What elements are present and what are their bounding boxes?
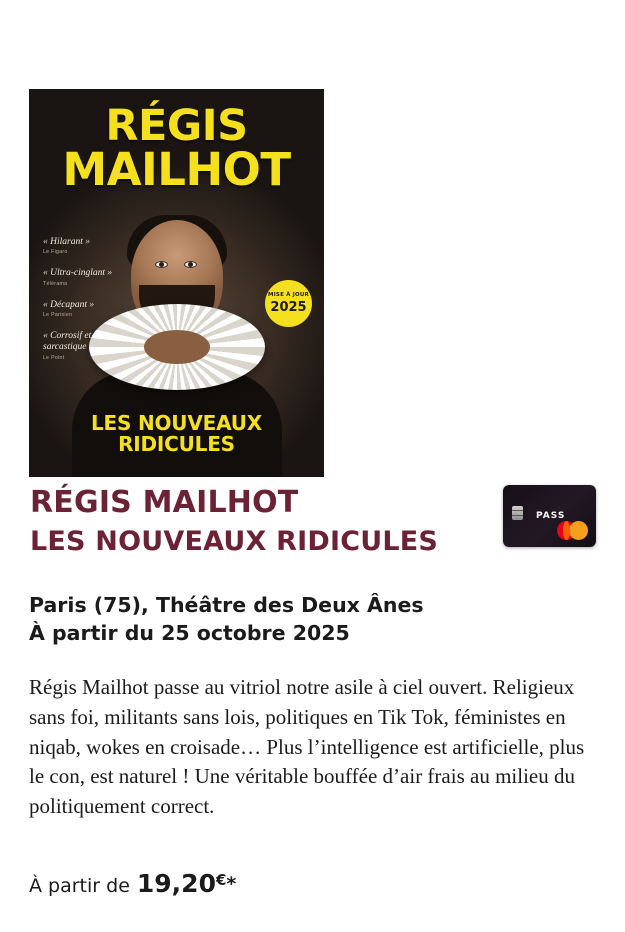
poster-update-badge: [265, 280, 312, 327]
mastercard-circle-yellow: [569, 521, 588, 540]
press-quote-source: Le Figaro: [43, 249, 68, 256]
press-quote-text: « Corrosif et sarcastique »: [43, 331, 94, 353]
venue-text: Paris (75), Théâtre des Deux Ânes: [29, 593, 424, 617]
portrait-pupil-left: [159, 262, 164, 267]
venue-and-dates: [29, 592, 424, 647]
poster-show-line2: RIDICULES: [118, 432, 235, 456]
chip-icon: [512, 506, 523, 520]
press-quote-source: Le Parisien: [43, 312, 73, 319]
press-quote: [43, 268, 133, 286]
pass-card-label: PASS: [536, 511, 566, 521]
page-title: RÉGIS MAILHOT: [30, 485, 299, 520]
press-quote: [43, 237, 133, 255]
poster-press-quotes: [43, 237, 133, 374]
mastercard-icon: [557, 521, 588, 540]
page-subtitle: LES NOUVEAUX RIDICULES: [30, 526, 439, 557]
press-quote-source: Télérama: [43, 280, 68, 287]
portrait-eye-left: [155, 261, 168, 268]
mastercard-circle-overlap: [563, 521, 570, 540]
price-currency: €: [215, 871, 227, 889]
press-quote: [43, 331, 133, 360]
badge-label: MISE À JOUR: [268, 291, 309, 298]
poster-show-line1: LES NOUVEAUX: [90, 411, 263, 435]
portrait-eye-right: [184, 261, 197, 268]
price-footnote-marker: *: [226, 873, 237, 895]
press-quote-text: « Décapant »: [43, 299, 95, 310]
price-amount: 19,20: [136, 869, 216, 898]
press-quote: [43, 300, 133, 318]
price-block: [29, 869, 236, 898]
show-poster-image: [29, 89, 324, 477]
poster-artist-first: RÉGIS: [105, 101, 248, 151]
show-description: Régis Mailhot passe au vitriol notre asile à ciel ouvert. Religieux sans foi, militants sans lois, politiques en Tik Tok, féministes en niqab, wokes en croisade… Plus l’intelligence est artificielle, plus le con, est naturel ! Une véritable bouffée d’air frais au milieu du politiquement correct.: [29, 675, 585, 819]
poster-show-name: [29, 413, 324, 455]
press-quote-source: Le Point: [43, 354, 65, 361]
badge-year: 2025: [270, 300, 307, 316]
poster-artist-last: MAILHOT: [62, 142, 291, 196]
press-quote-text: « Ultra-cinglant »: [43, 268, 113, 279]
press-quote-text: « Hilarant »: [43, 237, 90, 247]
price-prefix: À partir de: [29, 875, 130, 897]
poster-artist-name: [29, 101, 324, 196]
portrait-pupil-right: [188, 262, 193, 267]
dates-text: À partir du 25 octobre 2025: [29, 620, 350, 645]
pass-card: [503, 485, 596, 547]
